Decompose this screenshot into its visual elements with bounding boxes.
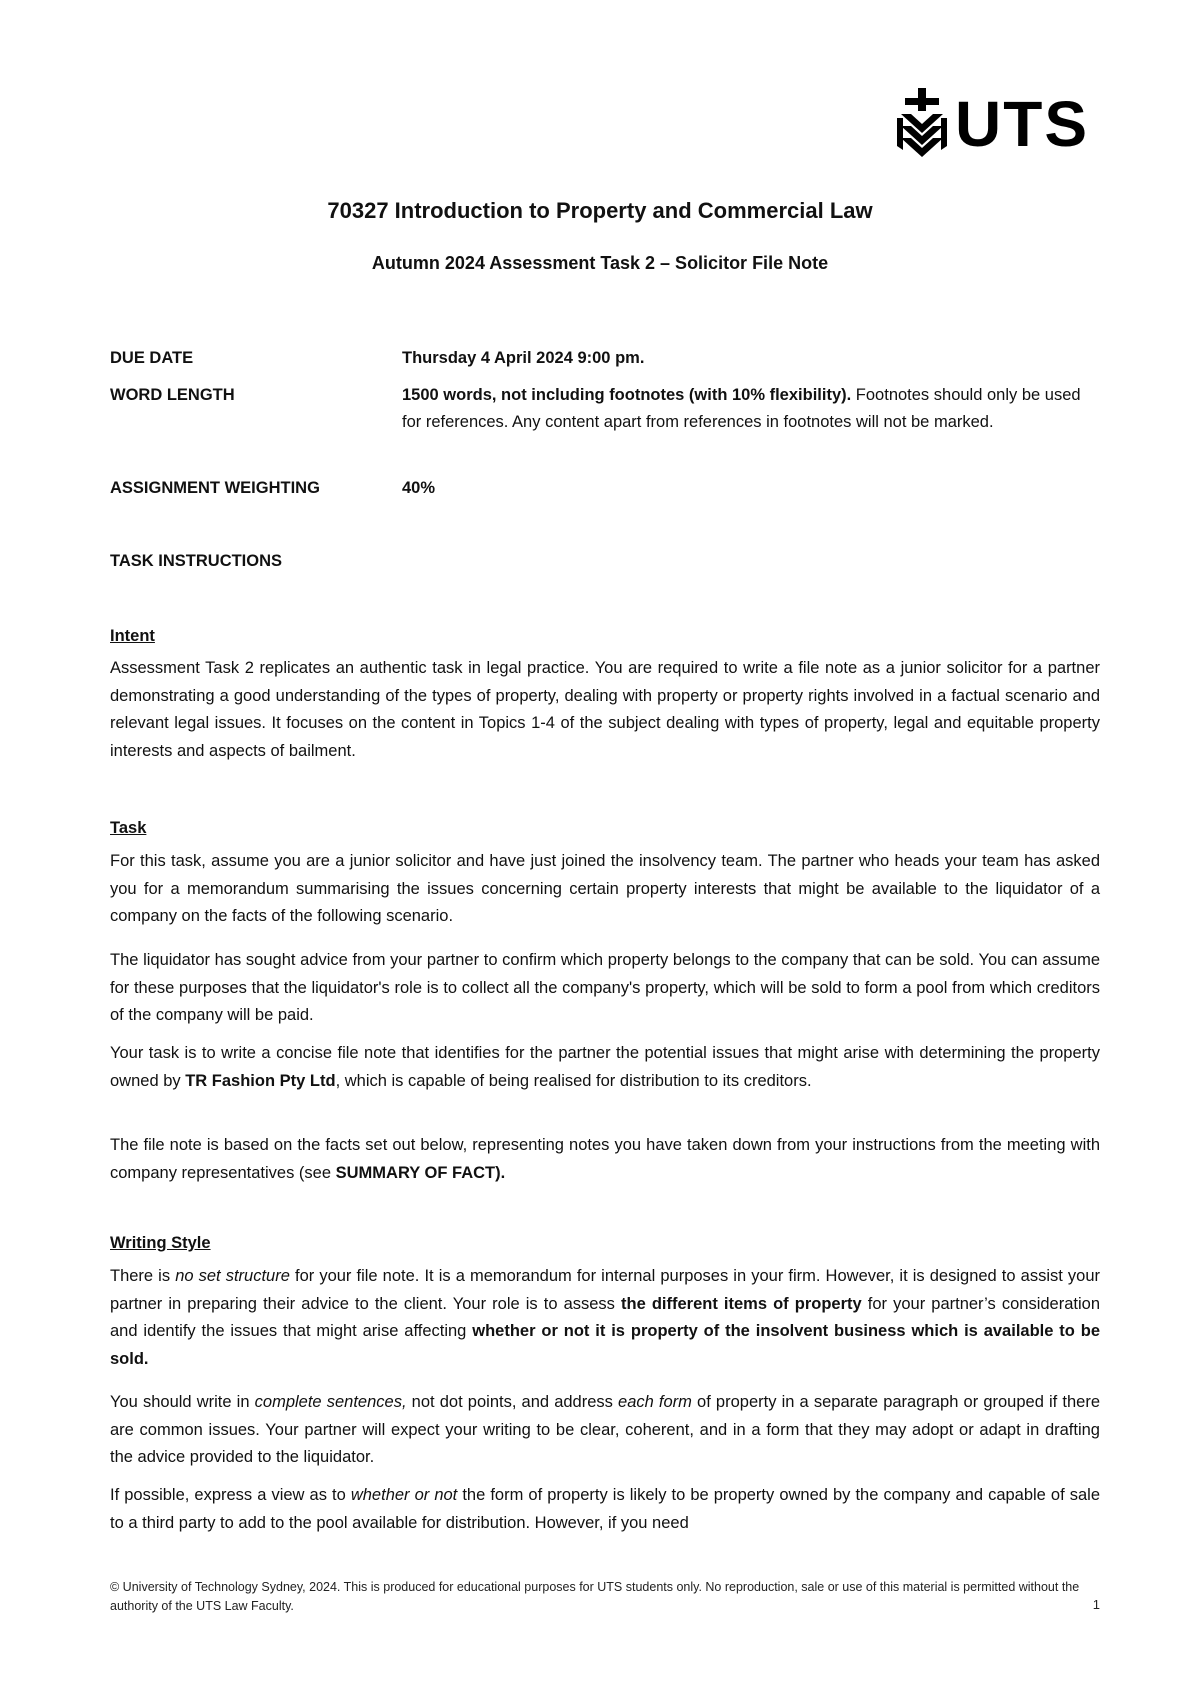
writing-style-paragraph-3 [110,1482,1100,1537]
summary-of-fact-ref: SUMMARY OF FACT). [335,1163,506,1182]
task-paragraph-3 [110,1040,1100,1095]
ws-p1-d: the different items of property [621,1294,862,1313]
ws-p2-b: complete sentences, [254,1393,407,1411]
ws-p2-a: You should write in [110,1393,255,1411]
due-date-value: Thursday 4 April 2024 9:00 pm. [402,349,645,367]
intent-paragraph: Assessment Task 2 replicates an authentic task in legal practice. You are required to write a file note as a junior solicitor for a partner demonstrating a good understanding of the types of property, dealing with property or property rights involved in a factual scenario and relevant legal issues. It focuses on the content in Topics 1-4 of the subject dealing with types of property, legal and equitable property interests and aspects of bailment. [110,659,1100,760]
page-number: 1 [1092,1597,1100,1612]
ws-p3-a: If possible, express a view as to [110,1486,351,1504]
word-length-value [402,382,1100,436]
writing-style-paragraph-1 [110,1263,1100,1373]
logo-text: UTS [955,88,1089,160]
ws-p2-c: not dot points, and address [406,1393,619,1411]
task-p4-text: The file note is based on the facts set out below, representing notes you have taken down from your instructions from the meeting with company representatives (see [110,1136,1100,1182]
due-date-label: DUE DATE [110,349,194,367]
weighting-label: ASSIGNMENT WEIGHTING [110,479,320,497]
ws-p2-d: each form [618,1393,692,1411]
task-paragraph-1: For this task, assume you are a junior solicitor and have just joined the insolvency team. The partner who heads your team has asked you for a memorandum summarising the issues concerning certain property interests that might be available to the liquidator of a company on the facts of the following scenario. [110,852,1100,925]
writing-style-heading: Writing Style [110,1234,211,1252]
ws-p1-c: for your file note. It is a memorandum for internal purposes in your firm. However, it is designed to assist your partner in preparing their advice to the client. Your role is to assess [110,1267,1100,1313]
task-instructions-heading: TASK INSTRUCTIONS [110,552,283,570]
task-paragraph-4 [110,1132,1100,1187]
ws-p2-e: of property in a separate paragraph or grouped if there are common issues. Your partner will expect your writing to be clear, coherent, and in a form that they may adopt or adapt in drafting the advice provided to the liquidator. [110,1393,1100,1466]
word-length-limit: 1500 words, not including footnotes (with 10% flexibility). [402,386,852,404]
word-length-note: Footnotes should only be used for references. Any content apart from references in footnotes will not be marked. [402,386,1081,431]
ws-p3-b: whether or not [350,1486,458,1504]
ws-p1-a: There is [110,1267,176,1285]
copyright-footer: © University of Technology Sydney, 2024. This is produced for educational purposes for UTS students only. No reproduction, sale or use of this material is permitted without the authority of the UTS Law Faculty. [110,1580,1080,1613]
uts-crest-icon [897,88,947,160]
company-name: TR Fashion Pty Ltd [185,1071,336,1090]
intent-heading: Intent [110,627,155,645]
ws-p1-e: for your partner’s consideration and identify the issues that might arise affecting [110,1294,1101,1340]
task-p3-text-end: , which is capable of being realised for distribution to its creditors. [335,1071,812,1090]
word-length-row [110,382,1100,464]
task-heading: Task [110,819,147,837]
writing-style-paragraph-2 [110,1389,1100,1472]
ws-p3-c: the form of property is likely to be property owned by the company and capable of sale to a third party to add to the pool available for distribution. However, if you need [110,1486,1101,1532]
ws-p1-b: no set structure [175,1267,290,1285]
task-p3-text: Your task is to write a concise file note that identifies for the partner the potential issues that might arise with determining the property owned by [110,1044,1100,1090]
ws-p1-f: whether or not it is property of the insolvent business which is available to be sold. [110,1322,1100,1368]
word-length-label: WORD LENGTH [110,386,235,404]
weighting-value: 40% [402,479,436,497]
course-title: 70327 Introduction to Property and Commercial Law [327,198,873,223]
task-paragraph-2: The liquidator has sought advice from your partner to confirm which property belongs to the company that can be sold. You can assume for these purposes that the liquidator's role is to collect all the company's property, which will be sold to form a pool from which creditors of the company will be paid. [110,951,1100,1024]
uts-logo [897,88,1089,160]
assessment-subtitle: Autumn 2024 Assessment Task 2 – Solicitor File Note [371,253,829,273]
